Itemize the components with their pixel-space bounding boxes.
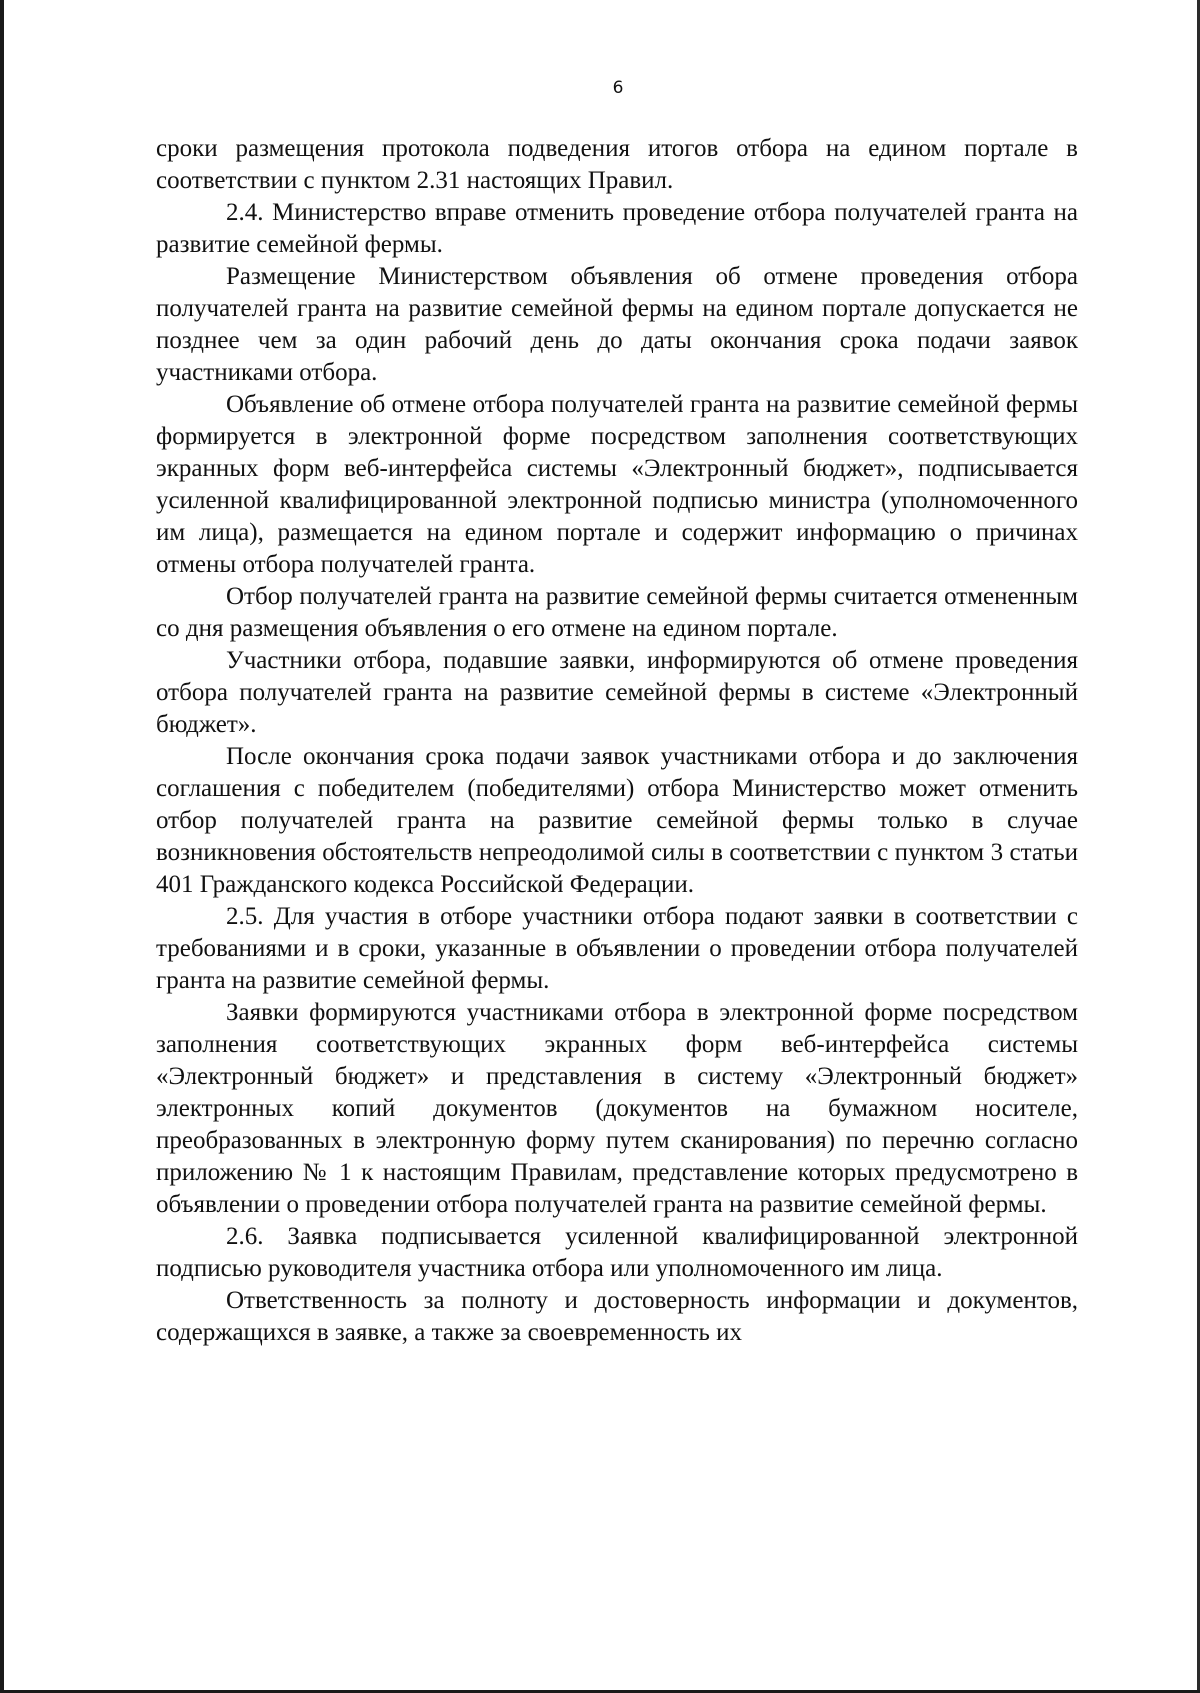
paragraph: Ответственность за полноту и достоверность информации и документов, содержащихся в заявке, а также за своевременность их bbox=[156, 1287, 1078, 1346]
paragraph: Размещение Министерством объявления об отмене проведения отбора получателей гранта на развитие семейной фермы на едином портале допускается не позднее чем за один рабочий день до даты окончания срока подачи заявок участниками отбора. bbox=[156, 263, 1078, 386]
paragraph: 2.5. Для участия в отборе участники отбора подают заявки в соответствии с требованиями и в сроки, указанные в объявлении о проведении отбора получателей гранта на развитие семейной фермы. bbox=[156, 903, 1078, 994]
paragraph: 2.4. Министерство вправе отменить проведение отбора получателей гранта на развитие семейной фермы. bbox=[156, 199, 1078, 258]
paragraph: После окончания срока подачи заявок участниками отбора и до заключения соглашения с победителем (победителями) отбора Министерство может отменить отбор получателей гранта на развитие семейной фермы только в случае возникновения обстоятельств непреодолимой силы в соответствии с пунктом 3 статьи 401 Гражданского кодекса Российской Федерации. bbox=[156, 743, 1078, 898]
document-body bbox=[156, 133, 1078, 1349]
paragraph: сроки размещения протокола подведения итогов отбора на едином портале в соответствии с пунктом 2.31 настоящих Правил. bbox=[156, 135, 1078, 194]
paragraph: Заявки формируются участниками отбора в электронной форме посредством заполнения соответствующих экранных форм веб-интерфейса системы «Электронный бюджет» и представления в систему «Электронный бюджет» электронных копий документов (документов на бумажном носителе, преобразованных в электронную форму путем сканирования) по перечню согласно приложению № 1 к настоящим Правилам, представление которых предусмотрено в объявлении о проведении отбора получателей гранта на развитие семейной фермы. bbox=[156, 999, 1078, 1218]
paragraph: 2.6. Заявка подписывается усиленной квалифицированной электронной подписью руководителя участника отбора или уполномоченного им лица. bbox=[156, 1223, 1078, 1282]
paragraph: Участники отбора, подавшие заявки, информируются об отмене проведения отбора получателей гранта на развитие семейной фермы в системе «Электронный бюджет». bbox=[156, 647, 1078, 738]
page-number: 6 bbox=[612, 78, 624, 98]
paragraph: Объявление об отмене отбора получателей гранта на развитие семейной фермы формируется в электронной форме посредством заполнения соответствующих экранных форм веб-интерфейса системы «Электронный бюджет», подписывается усиленной квалифицированной электронной подписью министра (уполномоченного им лица), размещается на едином портале и содержит информацию о причинах отмены отбора получателей гранта. bbox=[156, 391, 1078, 578]
paragraph: Отбор получателей гранта на развитие семейной фермы считается отмененным со дня размещения объявления о его отмене на едином портале. bbox=[156, 583, 1078, 642]
scan-edge-left bbox=[0, 0, 4, 1693]
